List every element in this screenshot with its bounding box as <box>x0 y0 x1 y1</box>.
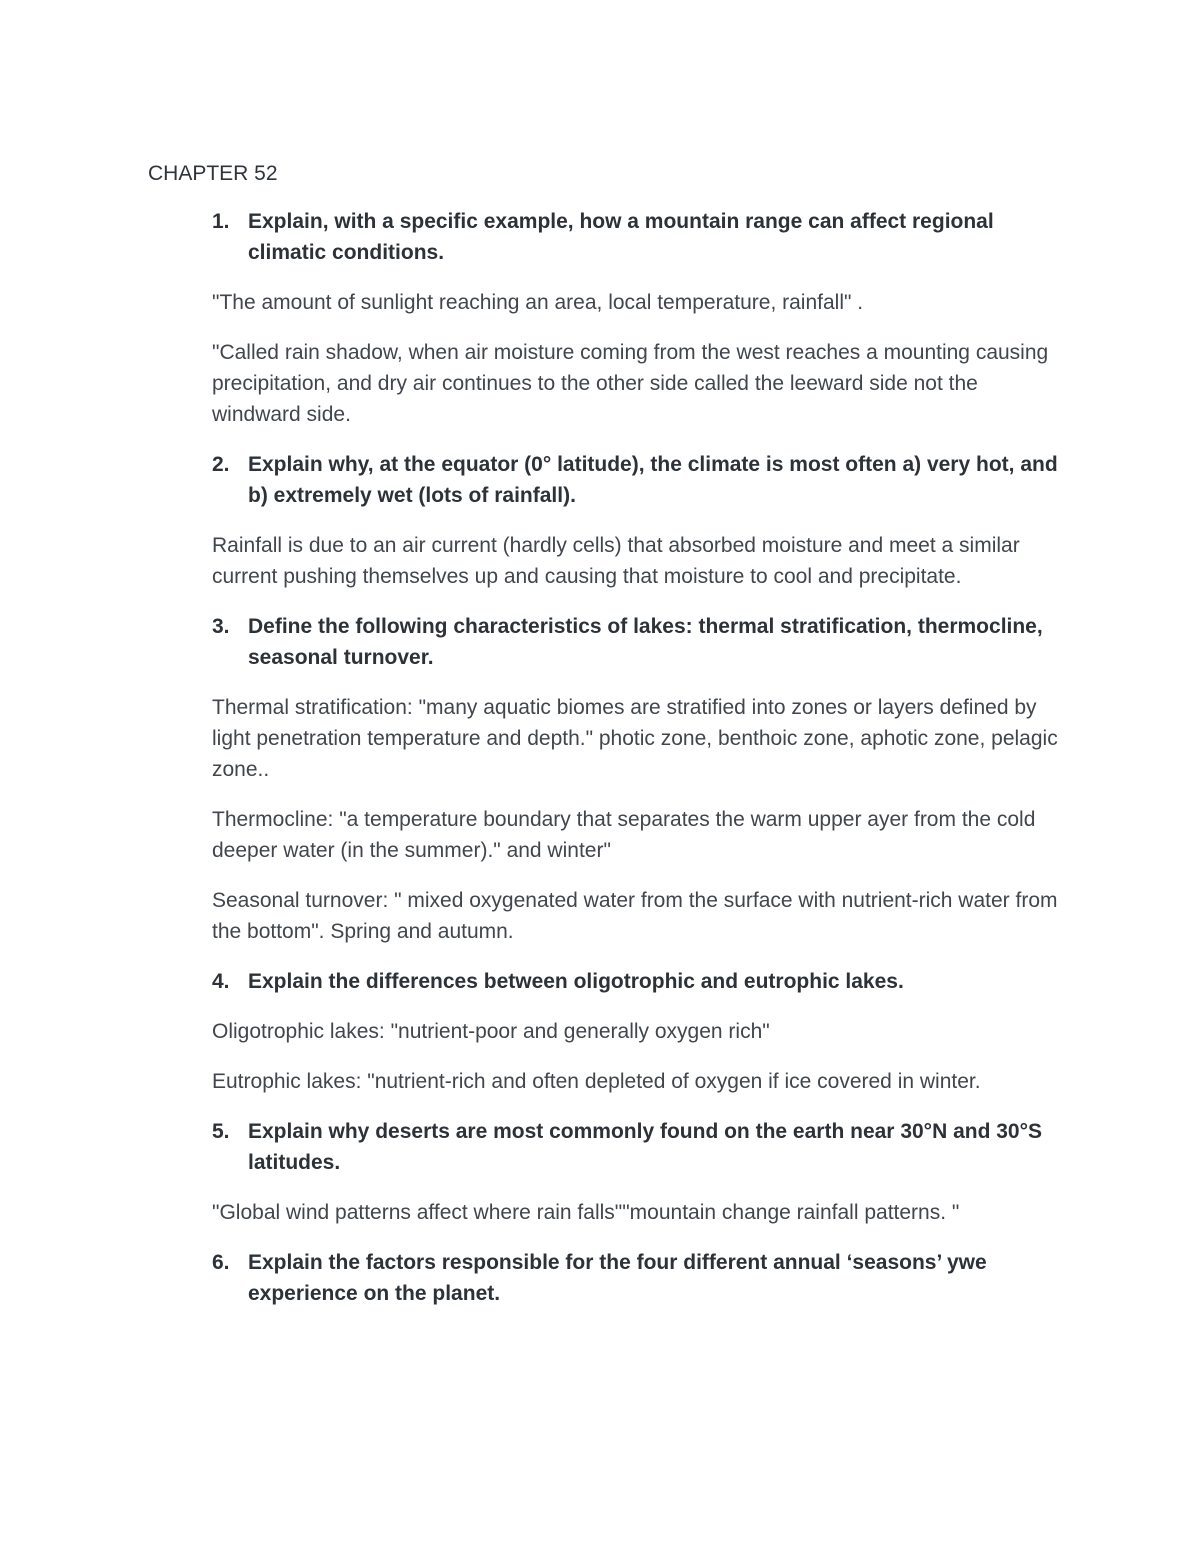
question-6-number: 6. <box>212 1251 230 1274</box>
question-2-number: 2. <box>212 453 230 476</box>
question-3 <box>212 611 1072 673</box>
question-1-text: Explain, with a specific example, how a mountain range can affect regional climatic conditions. <box>248 210 994 264</box>
question-3-text: Define the following characteristics of lakes: thermal stratification, thermocline, seasonal turnover. <box>248 615 1043 669</box>
answer-2-a: Rainfall is due to an air current (hardly cells) that absorbed moisture and meet a similar current pushing themselves up and causing that moisture to cool and precipitate. <box>212 534 1020 588</box>
answer-1-a: "The amount of sunlight reaching an area, local temperature, rainfall" . <box>212 291 864 314</box>
question-6 <box>212 1247 1072 1309</box>
answer-4-eutrophic: Eutrophic lakes: "nutrient-rich and often depleted of oxygen if ice covered in winter. <box>212 1070 981 1093</box>
question-3-number: 3. <box>212 615 230 638</box>
answer-3-seasonal-turnover: Seasonal turnover: " mixed oxygenated water from the surface with nutrient-rich water from the bottom". Spring and autumn. <box>212 889 1058 943</box>
question-4 <box>212 966 1072 997</box>
chapter-title: CHAPTER 52 <box>148 162 278 185</box>
question-4-number: 4. <box>212 970 230 993</box>
question-5 <box>212 1116 1072 1178</box>
answer-5-a: "Global wind patterns affect where rain falls""mountain change rainfall patterns. " <box>212 1201 960 1224</box>
question-2-text: Explain why, at the equator (0° latitude), the climate is most often a) very hot, and b) extremely wet (lots of rainfall). <box>248 453 1058 507</box>
answer-3-thermal-stratification: Thermal stratification: "many aquatic biomes are stratified into zones or layers defined by light penetration temperature and depth." photic zone, benthoic zone, aphotic zone, pelagic zone.. <box>212 696 1058 781</box>
answer-1-b: "Called rain shadow, when air moisture coming from the west reaches a mounting causing precipitation, and dry air continues to the other side called the leeward side not the windward side. <box>212 341 1049 426</box>
question-1-number: 1. <box>212 210 230 233</box>
answer-3-thermocline: Thermocline: "a temperature boundary that separates the warm upper ayer from the cold deeper water (in the summer)." and winter" <box>212 808 1036 862</box>
question-5-number: 5. <box>212 1120 230 1143</box>
question-6-text: Explain the factors responsible for the four different annual ‘seasons’ ywe experience on the planet. <box>248 1251 987 1305</box>
question-1 <box>212 206 1072 268</box>
answer-4-oligotrophic: Oligotrophic lakes: "nutrient-poor and generally oxygen rich" <box>212 1020 770 1043</box>
document-content <box>212 206 1072 1328</box>
question-2 <box>212 449 1072 511</box>
question-4-text: Explain the differences between oligotrophic and eutrophic lakes. <box>248 970 904 993</box>
question-5-text: Explain why deserts are most commonly found on the earth near 30°N and 30°S latitudes. <box>248 1120 1043 1174</box>
